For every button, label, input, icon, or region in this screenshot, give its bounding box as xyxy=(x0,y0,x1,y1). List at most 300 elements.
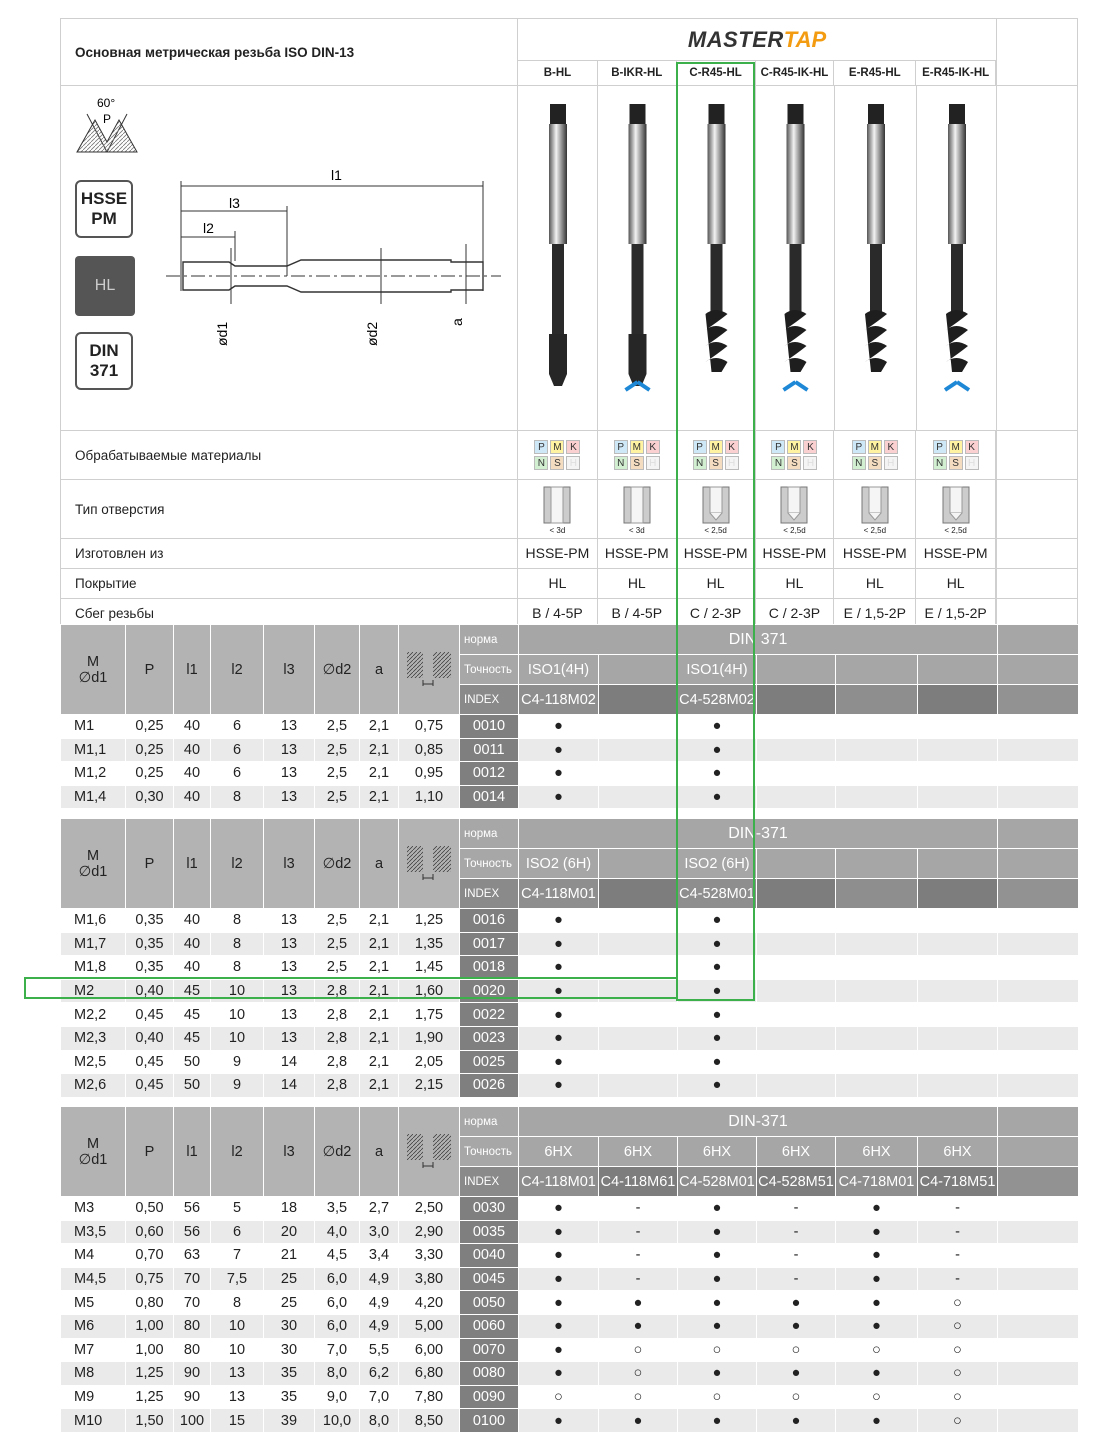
availability-mark: ● xyxy=(519,1267,599,1291)
through-hole-icon xyxy=(543,486,571,524)
dimension-value: 8 xyxy=(211,932,264,956)
material-m-icon: M xyxy=(949,440,963,454)
availability-mark: ● xyxy=(836,1409,918,1433)
availability-mark xyxy=(836,1003,918,1027)
dimension-value: 5 xyxy=(211,1197,264,1221)
availability-mark xyxy=(918,932,998,956)
availability-mark: ● xyxy=(678,1409,757,1433)
norm-label: норма xyxy=(460,625,519,655)
thread-size: M2,2 xyxy=(61,1003,126,1027)
dimension-value: 0,25 xyxy=(126,715,174,739)
accuracy-value xyxy=(918,849,998,879)
table-row xyxy=(61,1003,1079,1027)
thread-size: M2,6 xyxy=(61,1074,126,1098)
dimension-value: 4,20 xyxy=(399,1291,460,1315)
made-value: HSSE-PM xyxy=(756,539,835,568)
availability-mark: - xyxy=(599,1220,678,1244)
hole-type-cell: < 2,5d xyxy=(834,480,916,538)
dimension-value: 6 xyxy=(211,738,264,762)
dimension-value: 6,0 xyxy=(315,1291,360,1315)
accuracy-value: 6HX xyxy=(757,1137,836,1167)
dimension-value: 0,35 xyxy=(126,956,174,980)
table-row xyxy=(61,785,1079,809)
availability-mark xyxy=(918,979,998,1003)
availability-mark: ● xyxy=(519,1291,599,1315)
dimension-value: 6,2 xyxy=(360,1362,399,1386)
availability-mark xyxy=(836,956,918,980)
blind-hole-icon xyxy=(780,486,808,524)
dimension-value: 13 xyxy=(211,1362,264,1386)
dimension-value: 0,35 xyxy=(126,909,174,933)
thread-size: M1 xyxy=(61,715,126,739)
availability-mark: ● xyxy=(757,1314,836,1338)
material-m-icon: M xyxy=(709,440,723,454)
index-code: 0030 xyxy=(460,1197,519,1221)
availability-mark: - xyxy=(757,1244,836,1268)
dimension-value: 10 xyxy=(211,1026,264,1050)
dimension-value: 1,45 xyxy=(399,956,460,980)
thread-profile-icon xyxy=(75,94,140,169)
col-header-d2: ∅d2 xyxy=(315,819,360,909)
dimension-value: 40 xyxy=(174,715,211,739)
availability-mark xyxy=(599,1003,678,1027)
dimension-value: 13 xyxy=(264,979,315,1003)
materials-cell xyxy=(598,431,677,479)
availability-mark xyxy=(918,909,998,933)
svg-text:l2: l2 xyxy=(203,220,214,236)
accuracy-value: 6HX xyxy=(918,1137,998,1167)
table-row xyxy=(61,1050,1079,1074)
index-value xyxy=(599,879,678,909)
availability-mark: ● xyxy=(678,1050,757,1074)
materials-cell xyxy=(916,431,996,479)
dimension-value: 10 xyxy=(211,1314,264,1338)
dimension-value: 8,0 xyxy=(360,1409,399,1433)
hsse-pm-badge: HSSE PM xyxy=(75,180,133,238)
thread-size: M3 xyxy=(61,1197,126,1221)
chamfer-value: C / 2-3P xyxy=(677,599,756,628)
availability-mark xyxy=(757,785,836,809)
availability-mark: ○ xyxy=(918,1291,998,1315)
thread-size: M1,2 xyxy=(61,762,126,786)
coating-value: HL xyxy=(834,569,916,598)
accuracy-value xyxy=(836,849,918,879)
thread-size: M3,5 xyxy=(61,1220,126,1244)
dimension-value: 0,60 xyxy=(126,1220,174,1244)
dimension-value: 2,15 xyxy=(399,1074,460,1098)
index-code: 0090 xyxy=(460,1385,519,1409)
index-code: 0023 xyxy=(460,1026,519,1050)
dimension-value: 1,35 xyxy=(399,932,460,956)
tap-image xyxy=(835,86,917,430)
hole-type-cell: < 3d xyxy=(598,480,677,538)
col-header-l2: l2 xyxy=(211,625,264,715)
dimension-value: 13 xyxy=(264,932,315,956)
material-h-icon: H xyxy=(646,456,660,470)
availability-mark: ● xyxy=(678,785,757,809)
dimension-value: 13 xyxy=(211,1385,264,1409)
index-code: 0070 xyxy=(460,1338,519,1362)
availability-mark xyxy=(757,1003,836,1027)
dimension-value: 2,1 xyxy=(360,956,399,980)
dimension-value: 2,5 xyxy=(315,762,360,786)
availability-mark: ● xyxy=(678,1267,757,1291)
made-value: HSSE-PM xyxy=(598,539,677,568)
availability-mark xyxy=(757,979,836,1003)
thread-size: M1,7 xyxy=(61,932,126,956)
dimension-value: 8 xyxy=(211,1291,264,1315)
availability-mark: ● xyxy=(678,956,757,980)
chamfer-value: E / 1,5-2P xyxy=(916,599,996,628)
materials-cell xyxy=(677,431,756,479)
dimension-value: 2,1 xyxy=(360,909,399,933)
dimension-value: 4,9 xyxy=(360,1291,399,1315)
dimension-value: 9 xyxy=(211,1074,264,1098)
dimension-value: 2,5 xyxy=(315,738,360,762)
index-value: C4-528M01 xyxy=(678,879,757,909)
dimension-value: 39 xyxy=(264,1409,315,1433)
accuracy-value: ISO1(4H) xyxy=(519,655,599,685)
availability-mark xyxy=(757,738,836,762)
availability-mark xyxy=(757,715,836,739)
index-label: INDEX xyxy=(460,879,519,909)
dimension-value: 13 xyxy=(264,715,315,739)
index-code: 0011 xyxy=(460,738,519,762)
material-m-icon: M xyxy=(787,440,801,454)
dimension-value: 1,50 xyxy=(126,1409,174,1433)
dimension-value: 40 xyxy=(174,956,211,980)
index-code: 0014 xyxy=(460,785,519,809)
accuracy-value xyxy=(599,849,678,879)
accuracy-value: ISO1(4H) xyxy=(678,655,757,685)
col-header-m: M ∅d1 xyxy=(61,625,126,715)
index-label: INDEX xyxy=(460,685,519,715)
svg-text:a: a xyxy=(449,318,465,326)
availability-mark xyxy=(836,1074,918,1098)
material-h-icon: H xyxy=(725,456,739,470)
dimension-value: 1,90 xyxy=(399,1026,460,1050)
accuracy-value: 6HX xyxy=(599,1137,678,1167)
dimension-value: 2,1 xyxy=(360,1074,399,1098)
availability-mark: ● xyxy=(599,1314,678,1338)
dimension-value: 2,8 xyxy=(315,1003,360,1027)
dimension-value: 13 xyxy=(264,1003,315,1027)
dimension-value: 2,5 xyxy=(315,932,360,956)
dimension-value: 5,5 xyxy=(360,1338,399,1362)
availability-mark: ● xyxy=(678,979,757,1003)
availability-mark xyxy=(599,1074,678,1098)
dimension-value: 0,50 xyxy=(126,1197,174,1221)
materials-label: Обрабатываемые материалы xyxy=(61,431,518,480)
availability-mark xyxy=(836,909,918,933)
availability-mark: ○ xyxy=(918,1362,998,1386)
thread-size: M5 xyxy=(61,1291,126,1315)
dimension-value: 6 xyxy=(211,1220,264,1244)
accuracy-value: 6HX xyxy=(678,1137,757,1167)
availability-mark xyxy=(918,956,998,980)
material-p-icon: P xyxy=(614,440,628,454)
availability-mark xyxy=(836,1050,918,1074)
dimension-value: 0,75 xyxy=(126,1267,174,1291)
dimension-value: 3,0 xyxy=(360,1220,399,1244)
accuracy-value xyxy=(757,849,836,879)
availability-mark xyxy=(757,762,836,786)
dimension-value: 30 xyxy=(264,1338,315,1362)
dimension-value: 100 xyxy=(174,1409,211,1433)
dimension-value: 0,75 xyxy=(399,715,460,739)
availability-mark: ○ xyxy=(599,1362,678,1386)
availability-mark: ○ xyxy=(599,1338,678,1362)
col-header-m: M ∅d1 xyxy=(61,819,126,909)
availability-mark: ● xyxy=(519,762,599,786)
availability-mark xyxy=(757,956,836,980)
product-header: C-R45-HL xyxy=(677,61,756,85)
material-k-icon: K xyxy=(803,440,817,454)
index-code: 0100 xyxy=(460,1409,519,1433)
table-row xyxy=(61,1338,1079,1362)
thread-size: M1,8 xyxy=(61,956,126,980)
table-row xyxy=(61,932,1079,956)
dimension-value: 3,4 xyxy=(360,1244,399,1268)
col-header-a: a xyxy=(360,819,399,909)
material-h-icon: H xyxy=(965,456,979,470)
dimension-value: 1,00 xyxy=(126,1314,174,1338)
dimension-value: 6 xyxy=(211,715,264,739)
dimension-value: 4,9 xyxy=(360,1314,399,1338)
index-label: INDEX xyxy=(460,1167,519,1197)
dimension-value: 2,05 xyxy=(399,1050,460,1074)
table-row xyxy=(61,1267,1079,1291)
brand-logo: MASTERTAP xyxy=(518,19,997,61)
availability-mark: ○ xyxy=(918,1385,998,1409)
index-value xyxy=(918,879,998,909)
tap-image xyxy=(518,86,598,430)
table-row xyxy=(61,1314,1079,1338)
hole-type-cell: < 2,5d xyxy=(756,480,835,538)
availability-mark: - xyxy=(757,1267,836,1291)
thread-size: M7 xyxy=(61,1338,126,1362)
col-header-m: M ∅d1 xyxy=(61,1107,126,1197)
availability-mark: ● xyxy=(519,1338,599,1362)
material-k-icon: K xyxy=(646,440,660,454)
table-row xyxy=(61,1026,1079,1050)
availability-mark xyxy=(836,1026,918,1050)
availability-mark: ● xyxy=(836,1314,918,1338)
hole-type-label: Тип отверстия xyxy=(61,480,518,539)
dimension-value: 8 xyxy=(211,956,264,980)
thread-size: M1,6 xyxy=(61,909,126,933)
dimension-value: 6,0 xyxy=(315,1314,360,1338)
material-n-icon: N xyxy=(693,456,707,470)
availability-mark: ● xyxy=(519,1197,599,1221)
dimension-value: 30 xyxy=(264,1314,315,1338)
availability-mark xyxy=(599,762,678,786)
availability-mark xyxy=(918,1026,998,1050)
din-371-badge: DIN 371 xyxy=(75,332,133,390)
coating-value: HL xyxy=(598,569,677,598)
dimension-value: 45 xyxy=(174,1003,211,1027)
dimension-value: 1,60 xyxy=(399,979,460,1003)
availability-mark xyxy=(918,1074,998,1098)
coating-value: HL xyxy=(756,569,835,598)
norm-value: DIN 371 xyxy=(519,625,998,655)
thread-depth-icon xyxy=(399,819,460,909)
availability-mark: ● xyxy=(519,1074,599,1098)
col-header-l2: l2 xyxy=(211,819,264,909)
availability-mark xyxy=(757,932,836,956)
dimension-value: 20 xyxy=(264,1220,315,1244)
dimension-value: 0,40 xyxy=(126,1026,174,1050)
coating-value: HL xyxy=(518,569,598,598)
dimension-value: 35 xyxy=(264,1362,315,1386)
accuracy-value: ISO2 (6H) xyxy=(678,849,757,879)
accuracy-label: Точность xyxy=(460,849,519,879)
availability-mark xyxy=(918,1003,998,1027)
tap-table-1 xyxy=(60,624,1079,809)
availability-mark xyxy=(757,1026,836,1050)
dimension-value: 80 xyxy=(174,1338,211,1362)
dimension-value: 70 xyxy=(174,1267,211,1291)
material-p-icon: P xyxy=(852,440,866,454)
dimension-value: 56 xyxy=(174,1220,211,1244)
availability-mark: ○ xyxy=(599,1385,678,1409)
dimension-value: 0,45 xyxy=(126,1003,174,1027)
thread-depth-icon xyxy=(399,1107,460,1197)
availability-mark xyxy=(599,715,678,739)
col-header-d2: ∅d2 xyxy=(315,625,360,715)
dimension-value: 5,00 xyxy=(399,1314,460,1338)
dimension-value: 2,1 xyxy=(360,1026,399,1050)
dimension-value: 2,1 xyxy=(360,785,399,809)
availability-mark: ● xyxy=(836,1244,918,1268)
dimension-value: 2,1 xyxy=(360,1003,399,1027)
index-code: 0045 xyxy=(460,1267,519,1291)
dimension-value: 2,8 xyxy=(315,1026,360,1050)
svg-text:ød1: ød1 xyxy=(214,321,230,346)
index-code: 0060 xyxy=(460,1314,519,1338)
availability-mark: ● xyxy=(678,738,757,762)
dimension-value: 90 xyxy=(174,1362,211,1386)
svg-text:l3: l3 xyxy=(229,195,240,211)
material-s-icon: S xyxy=(630,456,644,470)
material-k-icon: K xyxy=(725,440,739,454)
hole-type-cell: < 2,5d xyxy=(677,480,756,538)
index-code: 0025 xyxy=(460,1050,519,1074)
norm-label: норма xyxy=(460,819,519,849)
availability-mark: ● xyxy=(678,1244,757,1268)
availability-mark xyxy=(918,1050,998,1074)
material-m-icon: M xyxy=(550,440,564,454)
chamfer-value: B / 4-5P xyxy=(518,599,598,628)
dimension-value: 4,9 xyxy=(360,1267,399,1291)
tap-dimension-drawing xyxy=(161,156,506,356)
dimension-value: 9,0 xyxy=(315,1385,360,1409)
index-code: 0012 xyxy=(460,762,519,786)
product-header: C-R45-IK-HL xyxy=(756,61,835,85)
dimension-value: 8 xyxy=(211,785,264,809)
header-table xyxy=(60,18,1078,629)
table-row xyxy=(61,715,1079,739)
svg-text:ød2: ød2 xyxy=(364,321,380,346)
dimension-value: 3,5 xyxy=(315,1197,360,1221)
dimension-value: 0,25 xyxy=(126,738,174,762)
dimension-value: 13 xyxy=(264,738,315,762)
material-m-icon: M xyxy=(868,440,882,454)
availability-mark: - xyxy=(918,1244,998,1268)
svg-text:60°: 60° xyxy=(97,96,116,110)
dimension-value: 6,0 xyxy=(315,1267,360,1291)
dimension-value: 50 xyxy=(174,1074,211,1098)
index-value: C4-718M01 xyxy=(836,1167,918,1197)
table-row xyxy=(61,979,1079,1003)
availability-mark: ● xyxy=(519,1003,599,1027)
chamfer-value: C / 2-3P xyxy=(756,599,835,628)
col-header-l2: l2 xyxy=(211,1107,264,1197)
table-row xyxy=(61,762,1079,786)
availability-mark xyxy=(836,932,918,956)
col-header-d2: ∅d2 xyxy=(315,1107,360,1197)
tap-table-2 xyxy=(60,818,1079,1098)
thread-size: M9 xyxy=(61,1385,126,1409)
accuracy-value: 6HX xyxy=(519,1137,599,1167)
thread-size: M10 xyxy=(61,1409,126,1433)
availability-mark: ● xyxy=(599,1409,678,1433)
material-n-icon: N xyxy=(771,456,785,470)
index-value xyxy=(836,879,918,909)
material-k-icon: K xyxy=(965,440,979,454)
index-value: C4-528M02 xyxy=(678,685,757,715)
dimension-value: 8,0 xyxy=(315,1362,360,1386)
dimension-value: 40 xyxy=(174,785,211,809)
material-n-icon: N xyxy=(614,456,628,470)
col-header-a: a xyxy=(360,625,399,715)
dimension-value: 7,80 xyxy=(399,1385,460,1409)
availability-mark xyxy=(918,715,998,739)
availability-mark: ○ xyxy=(757,1385,836,1409)
thread-depth-icon xyxy=(399,625,460,715)
availability-mark: - xyxy=(918,1220,998,1244)
dimension-value: 7,0 xyxy=(315,1338,360,1362)
dimension-value: 2,1 xyxy=(360,979,399,1003)
index-code: 0010 xyxy=(460,715,519,739)
table-row xyxy=(61,1362,1079,1386)
material-p-icon: P xyxy=(534,440,548,454)
dimension-value: 0,40 xyxy=(126,979,174,1003)
availability-mark: ● xyxy=(678,1003,757,1027)
blind-hole-icon xyxy=(702,486,730,524)
hole-type-cell: < 2,5d xyxy=(916,480,996,538)
dimension-value: 6 xyxy=(211,762,264,786)
dimension-value: 10,0 xyxy=(315,1409,360,1433)
availability-mark: ● xyxy=(678,715,757,739)
table-row xyxy=(61,1385,1079,1409)
availability-mark: - xyxy=(599,1244,678,1268)
availability-mark: ● xyxy=(678,1314,757,1338)
material-s-icon: S xyxy=(550,456,564,470)
table-row xyxy=(61,1409,1079,1433)
tap-image xyxy=(677,86,756,430)
accuracy-value: 6HX xyxy=(836,1137,918,1167)
dimension-value: 8,50 xyxy=(399,1409,460,1433)
availability-mark: ● xyxy=(678,1291,757,1315)
dimension-value: 7 xyxy=(211,1244,264,1268)
col-header-p: P xyxy=(126,1107,174,1197)
index-value: C4-528M01 xyxy=(678,1167,757,1197)
index-value: C4-118M01 xyxy=(519,1167,599,1197)
availability-mark xyxy=(836,762,918,786)
thread-size: M1,4 xyxy=(61,785,126,809)
availability-mark xyxy=(599,909,678,933)
